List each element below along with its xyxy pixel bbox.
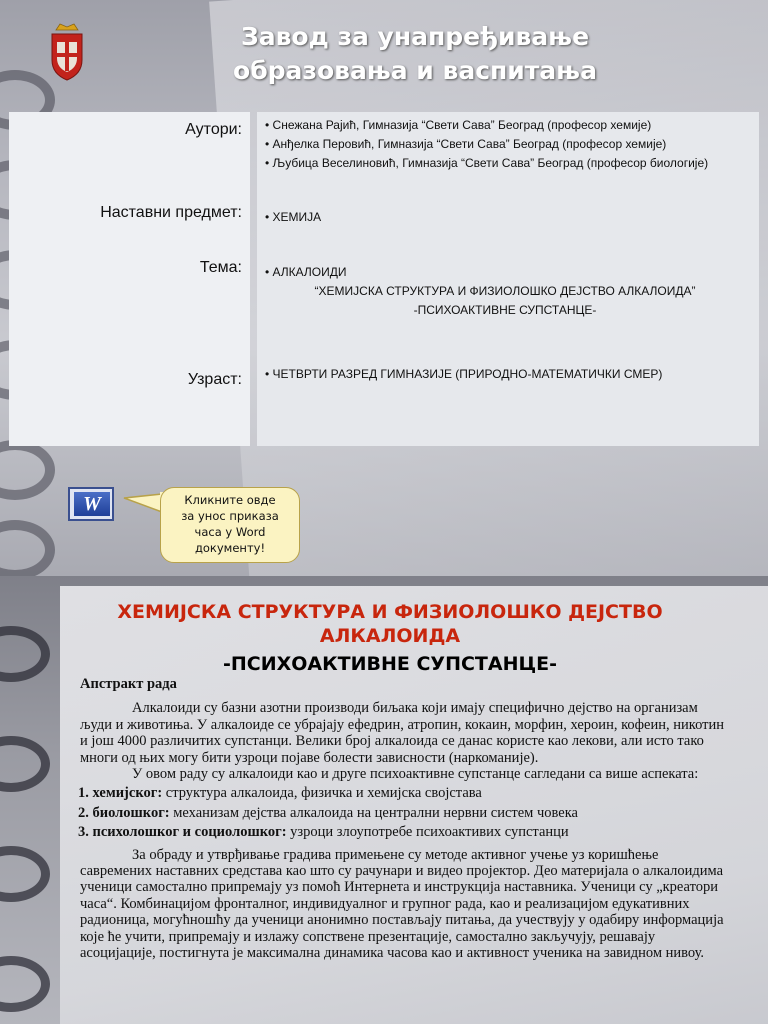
list-item <box>78 824 730 840</box>
info-labels-column <box>9 112 250 446</box>
list-item-text: структура алкалоида, физичка и хемијска својстава <box>162 785 482 802</box>
list-item <box>78 785 730 801</box>
slide2-subtitle: -ПСИХОАКТИВНЕ СУПСТАНЦЕ- <box>222 653 557 675</box>
author-item: • Анђелка Перовић, Гимназија “Свети Сава” Београд (професор хемије) <box>265 137 667 151</box>
subject-label: Наставни предмет: <box>100 204 242 221</box>
binder-ring <box>0 956 50 1012</box>
word-callout[interactable] <box>160 487 300 563</box>
abstract-heading: Апстракт рада <box>80 676 177 692</box>
coat-of-arms-icon <box>48 22 86 82</box>
list-item <box>78 805 730 821</box>
authors-label: Аутори: <box>185 121 242 138</box>
list-item-label: 3. психолошког и социолошког: <box>78 824 287 841</box>
info-values-column <box>257 112 759 446</box>
list-item-text: механизам дејства алкалоида на централни нервни систем човека <box>169 804 578 821</box>
title-red-line1: ХЕМИЈСКА СТРУКТУРА И ФИЗИОЛОШКО ДЕЈСТВО <box>117 601 663 623</box>
callout-line: Кликните овде <box>184 493 276 507</box>
word-document-icon[interactable] <box>68 487 114 521</box>
info-table <box>9 112 759 446</box>
topic-line1: • АЛКАЛОИДИ <box>265 265 347 279</box>
callout-line: часа у Word <box>194 525 266 539</box>
list-item-label: 2. биолошког: <box>78 804 170 821</box>
slide-2 <box>0 576 768 1024</box>
topic-line2: “ХЕМИЈСКА СТРУКТУРА И ФИЗИОЛОШКО ДЕЈСТВО АЛКАЛОИДА” <box>314 284 696 298</box>
binder-ring <box>0 520 55 576</box>
list-item-text: узроци злоупотребе психоактивих супстанци <box>286 824 569 841</box>
callout-line: за унос приказа <box>181 509 279 523</box>
age-value: • ЧЕТВРТИ РАЗРЕД ГИМНАЗИЈЕ (ПРИРОДНО-МАТЕМАТИЧКИ СМЕР) <box>265 367 663 381</box>
word-icon-letter: W <box>74 492 110 516</box>
authors-list <box>265 116 708 173</box>
binder-ring <box>0 846 50 902</box>
abstract-paragraph-2: У овом раду су алкалоиди као и друге психоактивне супстанце сагледани са више аспеката: <box>132 766 699 783</box>
abstract-paragraph-1: Алкалоиди су базни азотни производи биљака који имају специфично дејство на организам људи и животиња. У алкалоиде се убрајају ефедрин, атропин, кокаин, морфин, хероин, кофеин, никотин и још 4000 различитих супстанци. Велики број алкалоида се данас користе као лекови, али исто тако многи од њих могу бити узроци појаве болести зависности (наркоманије). <box>80 700 724 766</box>
binder-ring <box>0 736 50 792</box>
abstract-body <box>80 676 730 962</box>
author-item: • Љубица Веселиновић, Гимназија “Свети Сава” Београд (професор биологије) <box>265 156 709 170</box>
binder-ring <box>0 440 55 500</box>
slide2-title-red <box>40 600 740 648</box>
topic-line3: -ПСИХОАКТИВНЕ СУПСТАНЦЕ- <box>413 303 597 317</box>
abstract-paragraph-3: За обраду и утврђивање градива примењене су методе активног учење уз коришћење савремених наставних средстава као што су рачунари и видео пројектор. Део материјала о алкалоидима ученици самостално припремају уз помоћ Интернета и инструкција наставника. Ученици су „креатори часа“. Комбинацијом фронталног, индивидуалног и групног рада, као и реализацијом едукативних радионица, могућношћу да ученици анонимно постављају питања, да учествују у одабиру информација које ће учити, припремају и излажу сопствене презентације, самостално закључују, решавају асоцијације, постигнута је максимална динамика часова као и активност ученика на завидном нивоу. <box>80 846 724 962</box>
title-red-line2: АЛКАЛОИДА <box>319 625 461 647</box>
topic-value <box>265 263 745 320</box>
subject-value: • ХЕМИЈА <box>265 210 322 224</box>
topic-label: Тема: <box>199 259 242 276</box>
callout-line: документу! <box>194 541 266 555</box>
author-item: • Снежана Рајић, Гимназија “Свети Сава” Београд (професор хемије) <box>265 118 652 132</box>
list-item-label: 1. хемијског: <box>78 785 163 802</box>
age-label: Узраст: <box>187 371 242 388</box>
header-title-line2: образовања и васпитања <box>233 56 597 85</box>
header-title-line1: Завод за унапређивање <box>240 22 590 51</box>
header-title <box>190 20 640 88</box>
